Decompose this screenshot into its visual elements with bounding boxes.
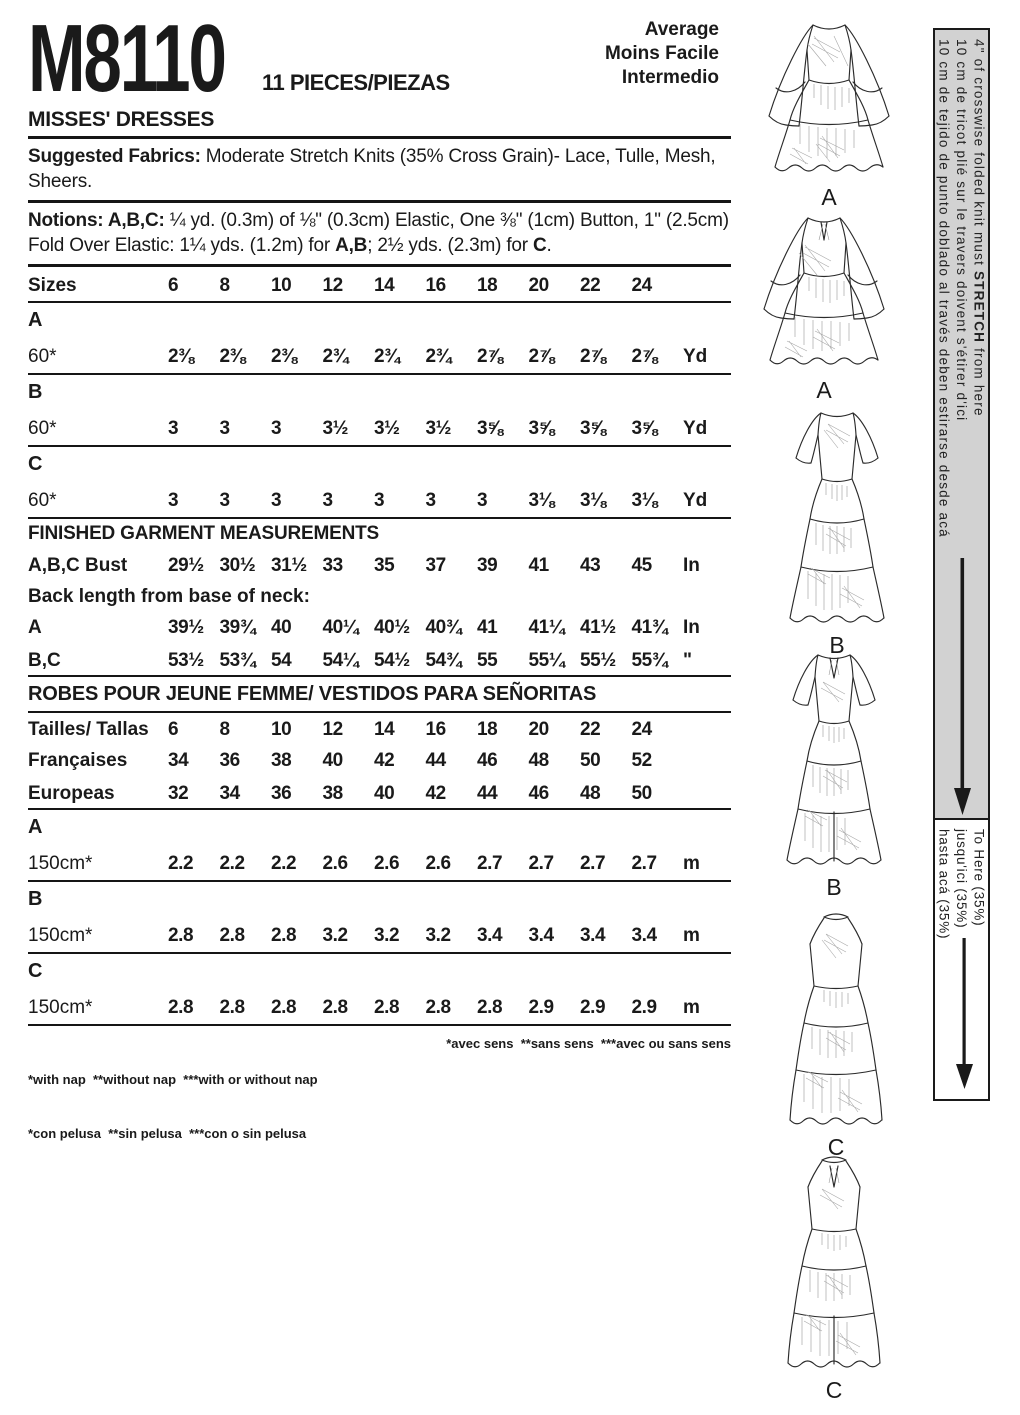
table-cell: 41 — [528, 555, 549, 576]
table-cell: 44 — [477, 783, 498, 804]
table-cell: 2¾ — [425, 346, 452, 367]
table-cell: 3 — [168, 490, 179, 511]
table-cell: 3⅝ — [580, 418, 606, 439]
table-cell: 48 — [528, 750, 549, 771]
table-cell: 53¾ — [219, 650, 256, 671]
table-cell: 32 — [168, 783, 189, 804]
unit-label: m — [683, 853, 700, 874]
table-cell: 3.2 — [374, 925, 400, 946]
metric-view-a-row — [28, 810, 731, 839]
table-cell: 2.8 — [271, 925, 297, 946]
table-cell: 45 — [631, 555, 652, 576]
text-segment: 4" of crosswise folded knit must — [971, 39, 987, 271]
difficulty-levels — [605, 18, 719, 90]
text-segment: A,B — [335, 235, 368, 256]
view-letter: A — [28, 309, 43, 331]
pattern-number — [28, 5, 244, 112]
table-cell: 40 — [271, 617, 292, 638]
to-here-spanish: hasta acá (35%) — [936, 829, 952, 940]
table-cell: 14 — [374, 275, 395, 296]
table-cell: 55 — [477, 650, 498, 671]
text-segment: ¼ yd. (0.3m) of ⅛" (0.3cm) Elastic, One ⅜" (1cm) Button, 1" (2.5cm) Fold Over Elastic: 1¼ yds. (1.2m) for — [28, 210, 729, 256]
table-cell: 3 — [168, 418, 179, 439]
table-cell: 2.9 — [631, 997, 657, 1018]
unit-label: m — [683, 997, 700, 1018]
suggested-fabrics — [28, 139, 731, 203]
table-cell: 42 — [374, 750, 395, 771]
table-cell: 2.2 — [219, 853, 245, 874]
table-cell: 54¾ — [425, 650, 462, 671]
view-label-b-back: B — [826, 874, 842, 900]
fabric-width-label: 150cm* — [28, 997, 93, 1018]
difficulty-english: Average — [644, 19, 719, 40]
down-arrow-icon — [954, 558, 971, 816]
table-cell: 2.2 — [271, 853, 297, 874]
table-cell: 24 — [631, 275, 652, 296]
fabric-width-label: 60* — [28, 346, 57, 367]
stretch-line-french: 10 cm de tricot plié sur le travers doivent s'étirer d'ici — [954, 39, 969, 422]
table-cell: 54½ — [374, 650, 410, 671]
dress-a-front-drawing — [762, 20, 896, 182]
table-cell: 3⅛ — [631, 490, 658, 511]
view-letter: B — [28, 381, 43, 403]
illustration-view-a-back — [757, 213, 891, 404]
table-cell: 2.6 — [374, 853, 400, 874]
table-cell: 34 — [219, 783, 240, 804]
table-cell: 38 — [322, 783, 343, 804]
table-cell: 3.4 — [528, 925, 554, 946]
table-cell: 54 — [271, 650, 292, 671]
table-cell: 2.8 — [219, 997, 245, 1018]
table-cell: 3 — [477, 490, 488, 511]
illustration-view-c-front — [786, 910, 886, 1161]
view-letter: B — [28, 888, 43, 910]
sizes-label: Sizes — [28, 275, 77, 296]
table-cell: 36 — [271, 783, 292, 804]
illustration-view-a-front — [762, 20, 896, 211]
table-cell: 6 — [168, 275, 179, 296]
table-cell: 3.2 — [425, 925, 451, 946]
illustration-view-b-back — [781, 650, 887, 901]
table-cell: 2⅜ — [219, 346, 246, 367]
text-segment: Notions: A,B,C: — [28, 210, 170, 231]
table-cell: 2.7 — [477, 853, 503, 874]
table-cell: 2.8 — [322, 997, 348, 1018]
table-cell: 41½ — [580, 617, 616, 638]
table-cell: 53½ — [168, 650, 204, 671]
table-cell: 41¼ — [528, 617, 565, 638]
table-cell: 3⅛ — [528, 490, 555, 511]
table-cell: 2¾ — [374, 346, 400, 367]
table-cell: 8 — [219, 719, 230, 740]
table-cell: 3 — [271, 490, 282, 511]
table-cell: 3½ — [322, 418, 349, 439]
table-cell: 40 — [322, 750, 343, 771]
table-cell: 37 — [425, 555, 446, 576]
unit-label: In — [683, 555, 700, 576]
table-cell: 24 — [631, 719, 652, 740]
table-cell: 2⅞ — [631, 346, 658, 367]
yardage-row-a — [28, 332, 731, 375]
stretch-line-spanish: 10 cm de tejido de punto doblado al través deben estirarse desde acá — [936, 39, 952, 538]
table-cell: 2.8 — [425, 997, 451, 1018]
fabrics-label: Suggested Fabrics: — [28, 146, 201, 167]
table-cell: 12 — [322, 719, 343, 740]
table-cell: 2.8 — [219, 925, 245, 946]
table-cell: 36 — [219, 750, 240, 771]
view-label-a-back: A — [816, 377, 832, 403]
dress-c-back-drawing — [784, 1153, 884, 1375]
table-cell: 6 — [168, 719, 179, 740]
table-cell: 39½ — [168, 617, 204, 638]
table-cell: 10 — [271, 719, 292, 740]
difficulty-spanish: Intermedio — [621, 67, 719, 88]
table-cell: 22 — [580, 275, 601, 296]
table-cell: 40 — [374, 783, 395, 804]
yardage-row-b — [28, 404, 731, 447]
table-cell: 3 — [374, 490, 385, 511]
table-cell: 48 — [580, 783, 601, 804]
fabric-width-label: 150cm* — [28, 853, 93, 874]
view-letter: C — [28, 453, 43, 475]
table-cell: 55½ — [580, 650, 616, 671]
table-cell: 40¼ — [322, 617, 359, 638]
table-cell: 31½ — [271, 555, 307, 576]
tailles-label: Tailles/ Tallas — [28, 719, 149, 740]
table-cell: 2.6 — [425, 853, 451, 874]
europeas-label: Europeas — [28, 783, 115, 804]
table-cell: 2.9 — [528, 997, 554, 1018]
dress-b-front-drawing — [784, 408, 890, 630]
table-cell: 3 — [425, 490, 436, 511]
table-cell: 3.4 — [477, 925, 503, 946]
table-cell: 3⅝ — [528, 418, 555, 439]
sizes-header-row — [28, 267, 731, 303]
pattern-number-text: M8110 — [28, 5, 225, 112]
illustration-view-b-front — [784, 408, 890, 659]
table-cell: 2⅞ — [477, 346, 503, 367]
table-cell: 55¼ — [528, 650, 565, 671]
footnotes — [28, 1035, 731, 1197]
table-cell: 2.7 — [580, 853, 606, 874]
view-letter: C — [28, 960, 43, 982]
table-cell: 3 — [322, 490, 333, 511]
row-label: B,C — [28, 650, 61, 671]
bust-label: A,B,C Bust — [28, 555, 128, 576]
unit-label: Yd — [683, 346, 708, 367]
europeas-row — [28, 775, 731, 810]
view-a-row — [28, 303, 731, 332]
table-cell: 8 — [219, 275, 230, 296]
back-length-row-a — [28, 611, 731, 642]
view-label-c-back: C — [825, 1377, 843, 1403]
yardage-row-c — [28, 476, 731, 519]
footnote-spanish: *con pelusa **sin pelusa ***con o sin pelusa — [28, 1126, 307, 1141]
table-cell: 3⅝ — [477, 418, 503, 439]
table-cell: 2⅜ — [168, 346, 194, 367]
table-cell: 33 — [322, 555, 343, 576]
table-cell: 3⅛ — [580, 490, 606, 511]
table-cell: 2⅞ — [580, 346, 606, 367]
table-cell: 18 — [477, 275, 498, 296]
table-cell: 54¼ — [322, 650, 359, 671]
metric-view-c-row — [28, 954, 731, 983]
table-cell: 2.2 — [168, 853, 194, 874]
fabric-width-label: 150cm* — [28, 925, 93, 946]
row-label: A — [28, 617, 42, 638]
table-cell: 55¾ — [631, 650, 668, 671]
table-cell: 2.7 — [631, 853, 657, 874]
table-cell: 39¾ — [219, 617, 256, 638]
to-here-english: To Here (35%) — [971, 829, 987, 927]
table-cell: 22 — [580, 719, 601, 740]
pieces-count: 11 PIECES/PIEZAS — [262, 70, 450, 95]
unit-label: Yd — [683, 418, 708, 439]
table-cell: 2.8 — [168, 997, 194, 1018]
table-cell: 2.7 — [528, 853, 554, 874]
table-cell: 44 — [425, 750, 446, 771]
text-segment: STRETCH — [971, 270, 987, 344]
view-b-row — [28, 375, 731, 404]
stretch-gauge-top-box — [933, 28, 990, 820]
unit-label: " — [683, 650, 693, 671]
fabric-width-label: 60* — [28, 490, 57, 511]
text-segment: . — [546, 235, 552, 256]
dress-a-back-drawing — [757, 213, 891, 375]
table-cell: 46 — [528, 783, 549, 804]
text-segment: ; 2½ yds. (2.3m) for — [367, 235, 533, 256]
back-length-row-bc — [28, 642, 731, 677]
view-label-c-front: C — [827, 1134, 845, 1160]
unit-label: Yd — [683, 490, 708, 511]
unit-label: In — [683, 617, 700, 638]
francaises-row — [28, 744, 731, 775]
table-cell: 50 — [631, 783, 652, 804]
tailles-row — [28, 713, 731, 744]
table-cell: 40¾ — [425, 617, 462, 638]
difficulty-french: Moins Facile — [604, 43, 719, 64]
dress-b-back-drawing — [781, 650, 887, 872]
stretch-gauge — [933, 28, 990, 1101]
footnote-english: *with nap **without nap ***with or without nap — [28, 1072, 318, 1087]
table-cell: 41¾ — [631, 617, 668, 638]
table-cell: 35 — [374, 555, 395, 576]
text-segment: from here — [971, 343, 987, 417]
table-cell: 14 — [374, 719, 395, 740]
illustration-view-c-back — [784, 1153, 884, 1404]
table-cell: 30½ — [219, 555, 256, 576]
to-here-french: jusqu'ici (35%) — [954, 829, 969, 929]
view-label-b-front: B — [829, 632, 845, 658]
dress-c-front-drawing — [786, 910, 886, 1132]
table-cell: 43 — [580, 555, 601, 576]
metric-section-title: ROBES POUR JEUNE FEMME/ VESTIDOS PARA SEÑORITAS — [28, 677, 731, 713]
garment-category: MISSES' DRESSES — [28, 108, 731, 139]
back-length-header-row — [28, 580, 731, 611]
table-cell: 16 — [425, 275, 446, 296]
table-cell: 3⅝ — [631, 418, 658, 439]
stretch-gauge-bottom-box — [933, 818, 990, 1101]
table-cell: 16 — [425, 719, 446, 740]
table-cell: 2.9 — [580, 997, 606, 1018]
table-cell: 3 — [271, 418, 282, 439]
table-cell: 3.4 — [580, 925, 606, 946]
table-cell: 3.4 — [631, 925, 657, 946]
notions — [28, 203, 731, 267]
table-cell: 2.6 — [322, 853, 348, 874]
table-cell: 3 — [219, 418, 230, 439]
metric-row-c — [28, 983, 731, 1026]
table-cell: 40½ — [374, 617, 410, 638]
table-cell: 42 — [425, 783, 446, 804]
fabrics-text: Moderate Stretch Knits (35% Cross Grain)- Lace, Tulle, Mesh, Sheers. — [28, 146, 716, 192]
table-cell: 39 — [477, 555, 498, 576]
text-segment: C — [533, 235, 547, 256]
table-cell: 18 — [477, 719, 498, 740]
table-cell: 2.8 — [271, 997, 297, 1018]
table-cell: 3½ — [374, 418, 400, 439]
table-cell: 3.2 — [322, 925, 348, 946]
table-cell: 3 — [219, 490, 230, 511]
finished-measurements-title: FINISHED GARMENT MEASUREMENTS — [28, 523, 379, 544]
table-cell: 2⅞ — [528, 346, 555, 367]
view-label-a-front: A — [821, 184, 837, 210]
table-cell: 41 — [477, 617, 498, 638]
table-cell: 2.8 — [477, 997, 503, 1018]
table-cell: 34 — [168, 750, 189, 771]
table-cell: 10 — [271, 275, 292, 296]
fabric-width-label: 60* — [28, 418, 57, 439]
view-c-row — [28, 447, 731, 476]
unit-label: m — [683, 925, 700, 946]
table-cell: 52 — [631, 750, 652, 771]
table-cell: 38 — [271, 750, 292, 771]
masthead — [28, 5, 731, 112]
table-cell: 2.8 — [168, 925, 194, 946]
table-cell: 46 — [477, 750, 498, 771]
table-cell: 29½ — [168, 555, 204, 576]
table-cell: 12 — [322, 275, 343, 296]
back-length-label: Back length from base of neck: — [28, 586, 310, 607]
table-cell: 2.8 — [374, 997, 400, 1018]
table-cell: 2⅜ — [271, 346, 297, 367]
francaises-label: Françaises — [28, 750, 128, 771]
metric-row-a — [28, 839, 731, 882]
metric-row-b — [28, 911, 731, 954]
table-cell: 2¾ — [322, 346, 349, 367]
table-cell: 50 — [580, 750, 601, 771]
table-cell: 20 — [528, 719, 549, 740]
view-letter: A — [28, 816, 43, 838]
metric-view-b-row — [28, 882, 731, 911]
footnote-french: *avec sens **sans sens ***avec ou sans sens — [446, 1036, 731, 1051]
table-cell: 20 — [528, 275, 549, 296]
main-column — [28, 0, 731, 1197]
stretch-line-english — [970, 39, 988, 815]
down-arrow-icon — [956, 938, 973, 1090]
bust-row — [28, 549, 731, 580]
table-cell: 3½ — [425, 418, 452, 439]
